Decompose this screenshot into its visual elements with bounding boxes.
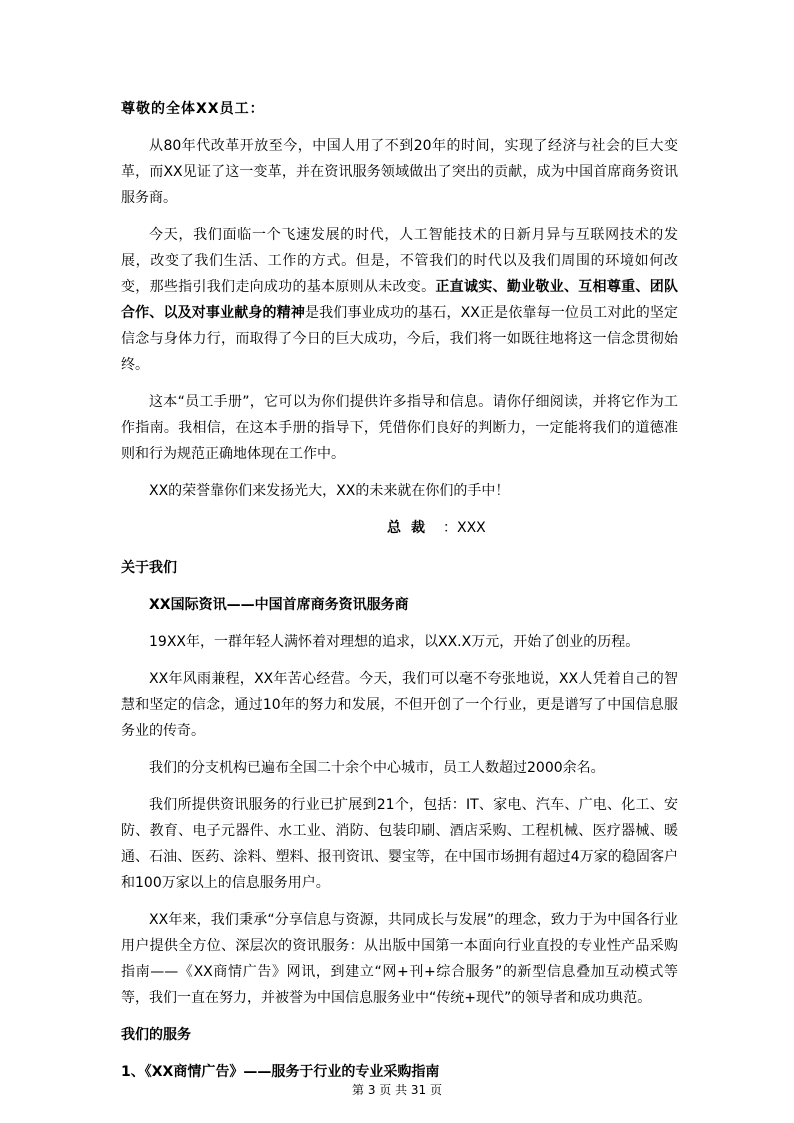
about-paragraph-1: 19XX年，一群年轻人满怀着对理想的追求，以XX.X万元，开始了创业的历程。 (149, 634, 640, 650)
signature-name: ：XXX (443, 520, 486, 536)
intro-paragraph-3: 这本“员工手册”，它可以为你们提供许多指导和信息。请你仔细阅读，并将它作为工作指南。我相信，在这本手册的指导下，凭借你们良好的判断力，一定能将我们的道德准则和行为规范正确地体现在工作中。 (121, 394, 678, 462)
intro-paragraph-4: XX的荣誉靠你们来发扬光大，XX的未来就在你们的手中！ (149, 483, 510, 499)
intro-paragraph-2 (121, 222, 678, 378)
about-subheading: XX国际资讯——中国首席商务资讯服务商 (149, 597, 409, 613)
intro-paragraph-2-start: 今天，我们面临一个飞速发展的时代，人工智能技术的日新月异与互联网技术的发展，改变了我们生活、工作的方式。但是，不管我们的时代以及我们周围的环境如何改变，那些指引我们走向成功的基本原则从未改变。 (121, 227, 678, 295)
greeting-heading: 尊敬的全体XX员工： (121, 101, 265, 117)
page-content (121, 96, 678, 1096)
services-heading: 我们的服务 (121, 1027, 191, 1043)
about-paragraph-4: 我们所提供资讯服务的行业已扩展到21个，包括：IT、家电、汽车、广电、化工、安防、教育、电子元器件、水工业、消防、包装印刷、酒店采购、工程机械、医疗器械、暖通、石油、医药、涂料、塑料、报刊资讯、婴宝等，在中国市场拥有超过4万家的稳固客户和100万家以上的信息服务用户。 (121, 797, 678, 891)
page-footer: 第 3 页 共 31 页 (352, 1083, 442, 1097)
intro-paragraph-1: 从80年代改革开放至今，中国人用了不到20年的时间，实现了经济与社会的巨大变革，而XX见证了这一变革，并在资讯服务领域做出了突出的贡献，成为中国首席商务资讯服务商。 (121, 138, 678, 206)
about-paragraph-5: XX年来，我们秉承“分享信息与资源，共同成长与发展”的理念，致力于为中国各行业用户提供全方位、深层次的资讯服务：从出版中国第一本面向行业直投的专业性产品采购指南——《XX商情广告》网讯，到建立“网+刊+综合服务”的新型信息叠加互动模式等等，我们一直在努力，并被誉为中国信息服务业中“传统+现代”的领导者和成功典范。 (121, 912, 678, 1006)
signature-title: 总裁 (387, 520, 435, 536)
about-paragraph-3: 我们的分支机构已遍布全国二十余个中心城市，员工人数超过2000余名。 (149, 760, 605, 776)
services-item-1: 1、《XX商情广告》——服务于行业的专业采购指南 (121, 1064, 440, 1080)
about-heading: 关于我们 (121, 560, 177, 576)
signature (121, 515, 678, 541)
core-values-emphasis: 正直诚实、勤业敬业、互相尊重、团队合作、以及对事业献身的精神 (121, 279, 679, 321)
about-paragraph-2: XX年风雨兼程，XX年苦心经营。今天，我们可以毫不夸张地说，XX人凭着自己的智慧和坚定的信念，通过10年的努力和发展，不但开创了一个行业，更是谱写了中国信息服务业的传奇。 (121, 671, 678, 739)
intro-paragraph-2-end: 是我们事业成功的基石，XX正是依靠每一位员工对此的坚定信念与身体力行，而取得了今日的巨大成功，今后，我们将一如既往地将这一信念贯彻始终。 (121, 305, 679, 373)
